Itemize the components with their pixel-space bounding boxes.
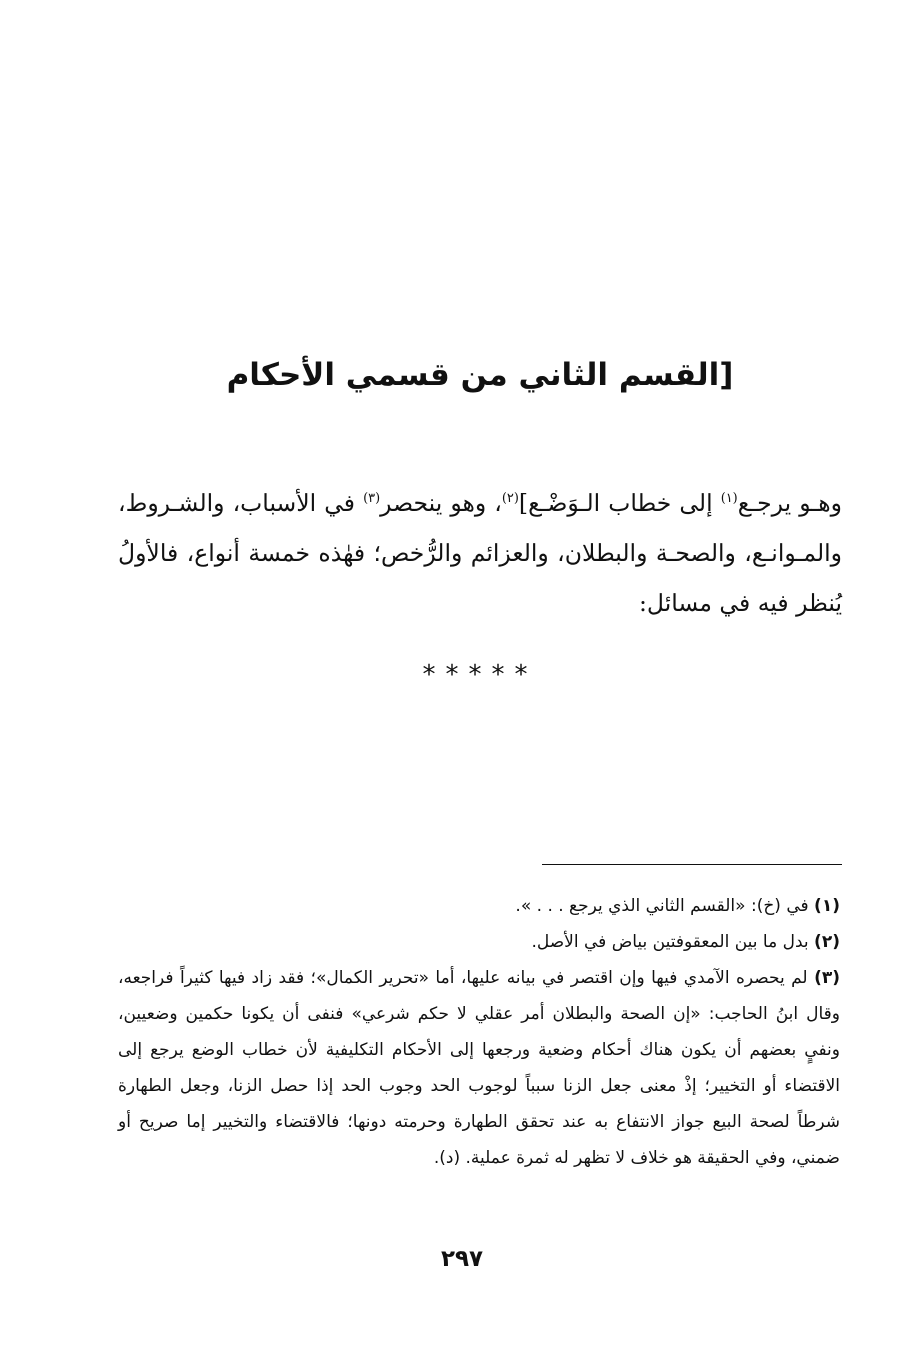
footnote-divider <box>542 864 842 865</box>
paragraph-text: إلى خطاب الـوَضْـع] <box>518 489 721 517</box>
footnote-ref: (١) <box>720 491 738 507</box>
footnote-text: بدل ما بين المعقوفتين بياض في الأصل. <box>531 932 809 952</box>
footnote-item <box>118 888 840 924</box>
footnote-ref: (٢) <box>501 491 519 507</box>
footnote-number: (٢) <box>814 932 840 952</box>
section-separator: ***** <box>422 660 538 690</box>
page-number: ٢٩٧ <box>440 1246 484 1272</box>
section-heading: [القسم الثاني من قسمي الأحكام <box>226 357 734 393</box>
paragraph-text: في الأسباب، والشـروط، والمـوانـع، والصحـة والبطلان، والعزائم والرُّخص؛ فهٰذه خمسة أنواع، فالأولُ يُنظر فيه في مسائل: <box>118 489 842 617</box>
footnote-number: (٣) <box>814 968 841 988</box>
paragraph-text: ، وهو ينحصر <box>380 489 502 517</box>
footnote-item <box>118 960 840 1176</box>
footnotes <box>118 888 840 1176</box>
footnote-text: لم يحصره الآمدي فيها وإن اقتصر في بيانه عليها، أما «تحرير الكمال»؛ فقد زاد فيها كثيراً فراجعه، وقال ابنُ الحاجب: «إن الصحة والبطلان أمر عقلي لا حكم شرعي» فنفى أن يكونا حكمين وضعيين، ونفيٍ بعضهم أن يكون هناك أحكام وضعية ورجعها إلى الأحكام التكليفية لأن خطاب الوضع يرجع إلى الاقتضاء أو التخيير؛ إذْ معنى جعل الزنا سبباً لوجوب الحد وجوب الحد إذا حصل الزنا، وجعل الطهارة شرطاً لصحة البيع جواز الانتفاع به عند تحقق الطهارة وحرمته دونها؛ فالاقتضاء والتخيير إما صريح أو ضمني، وفي الحقيقة هو خلاف لا تظهر له ثمرة عملية. (د). <box>118 968 840 1168</box>
footnote-number: (١) <box>814 896 840 916</box>
footnote-text: في (خ): «القسم الثاني الذي يرجع . . . ». <box>515 896 809 916</box>
main-paragraph <box>118 478 842 628</box>
footnote-ref: (٣) <box>363 491 381 507</box>
footnote-item <box>118 924 840 960</box>
paragraph-text: وهـو يرجـع <box>737 489 842 517</box>
